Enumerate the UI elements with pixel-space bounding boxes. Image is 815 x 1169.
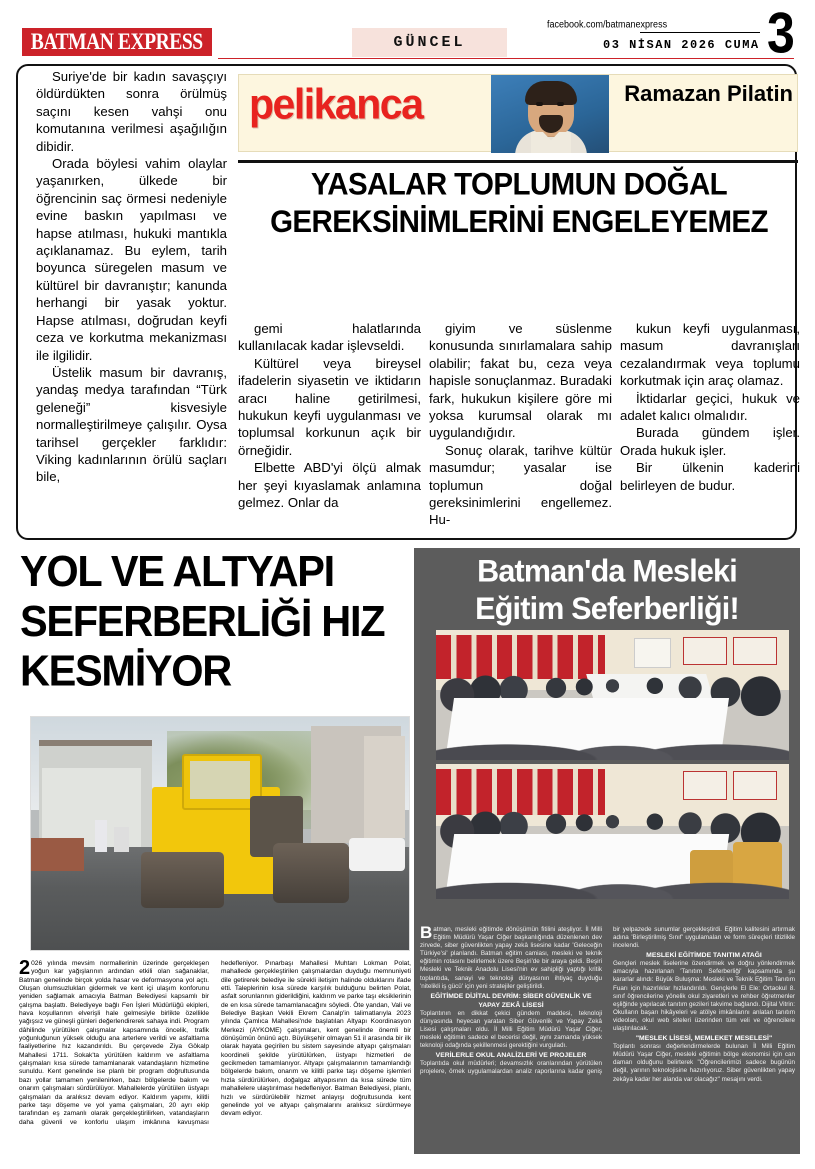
vocational-headline-line1: Batman'da Mesleki xyxy=(477,553,737,589)
infrastructure-paragraph: güvenli ve konforlu ulaşım imkânına kavuşması hedefleniyor. Pınarbaşı Mahallesi Muhtarı Lokman Polat, mahallede gerçekleştirilen çalışmalardan duyduğu memnuniyeti dile getirerek belediye ile sürekli iletişim halinde olduklarını ifade etti. Taleplerinin kısa sürede karşılık bulduğunu belirten Polat, asfalt sorunlarının giderildiğini, kaldırım ve parke taşı eksiklerinin de en kısa sürede tamamlanacağını söyledi. Öte yandan, Vali ve Belediye Başkan Vekili Ekrem Canalp'in talimatlarıyla 2023 yılında Çamlıca Mahallesi'nde başlatılan Altyapı Koordinasyon Merkezi (AYKOME) çalışmaları, kent genelinde önemli bir dönüşümün önünü açtı. Büyükşehir olmayan 51 il arasında bir ilk olarak hayata geçirilen bu sistem sayesinde altyapı çalışmaları koordineli şekilde yürütülürken, üstyapı hizmetleri de gecikmeden tamamlanıyor. Altyapı çalışmalarının tamamlandığı bölgelerde bakım, onarım ve kilitli parke taşı döşeme işlemleri hızla sürdürülürken, doğalgaz altyapısının da kısa sürede tüm mahallelere ulaştırılması hedefleniyor. Batman Belediyesi, planlı, hızlı ve sürdürülebilir hizmet anlayışı doğrultusunda kent genelinde yol ve altyapı çalışmalarını aralıksız sürdürmeye devam ediyor. xyxy=(41,960,411,1126)
column-brand-title: pelikanca xyxy=(249,79,423,129)
newspaper-logo-text: BATMAN EXPRESS xyxy=(31,28,203,55)
vocational-paragraph: Gençleri meslek liselerine özendirmek ve doğru yönlendirmek amacıyla hazırlanan 'Tanıtım Seferberliği' kapsamında şu kararlar alındı: Büyük Buluşma: Mesleki ve Teknik Eğitim Tanıtım Fuarı için hazırlıklar hızlandırıldı. Gençlerle El Ele: Ortaokul 8. sınıf öğrencilerine yönelik okul ziyaretleri ve rehber öğretmenler eşliğinde yapılacak tanıtım gezileri takvime bağlandı. Dijital Vitrin: Okulların başarı hikâyeleri ve atölye imkânlarını anlatan tanıtım videoları, okul web siteleri üzerinden tüm veli ve öğrencilere ulaştırılacak. xyxy=(613,960,795,1033)
opinion-paragraph: Kültürel veya bireysel ifadelerin siyasetin ve iktidarın aracı haline getirilmesi, hukukun keyfi uygulanması ve toplumsal korkunun açık bir örneğidir. xyxy=(238,355,421,458)
meeting-attendees-photo xyxy=(436,764,789,899)
opinion-paragraph: İktidarlar geçici, hukuk ve adalet kalıcı olmalıdır. xyxy=(620,390,800,424)
masthead xyxy=(0,0,815,66)
infrastructure-body xyxy=(19,957,411,1127)
vocational-body xyxy=(420,923,795,1150)
vocational-paragraph: Toplantının en dikkat çekici gündem maddesi, teknoloji dünyasında heyecan yaratan Siber Güvenlik ve Yapay Zekâ Lisesi çalışmaları oldu. İl Milli Eğitim Müdürü Yaşar Ciğer, mesleki eğitimin sadece el becerisi değil, aynı zamanda yüksek teknoloji odağında şekillenmesi gerektiğini vurguladı. xyxy=(420,1009,602,1050)
vocational-paragraph: atman, mesleki eğitimde dönüşümün fitilini ateşliyor. İl Milli Eğitim Müdürü Yaşar Ciğer başkanlığında düzenlenen dev zirvede, siber güvenlikten yapay zekâ lisesine kadar 'Geleceğin Türkiye'si' planlandı. Batman eğitim camiası, mesleki ve teknik eğitimin rotasını belirlemek üzere Beşiri'de bir araya geldi. Beşiri Mesleki ve Teknik Anadolu Lisesi'nin ev sahipliği yaptığı kritik toplantıda, sanayi ve teknoloji dünyasının ihtiyaç duyduğu 'nitelikli iş gücü' için yeni stratejiler geliştirildi. xyxy=(420,926,602,990)
opinion-paragraph: Suriye'de bir kadın savaşçıyı öldürdükten sonra örülmüş saçını kesen vahşi onu komutanına verilmesi aşağılığın dibidir. xyxy=(36,69,227,154)
opinion-headline-divider xyxy=(238,160,798,163)
vocational-headline-line2: Eğitim Seferberliği! xyxy=(475,591,739,627)
vocational-subheading: EĞİTİMDE DİJİTAL DEVRİM: SİBER GÜVENLİK VE YAPAY ZEKÂ LİSESİ xyxy=(430,992,592,1009)
opinion-column-4 xyxy=(620,320,800,494)
opinion-paragraph: kukun keyfi uygulanması, masum davranışları cezalandırmak veya toplumu korkutmak için araç olamaz. xyxy=(620,321,800,389)
vocational-subheading: "MESLEK LİSESİ, MEMLEKET MESELESİ" xyxy=(635,1035,773,1043)
vocational-subheading: VERİLERLE OKUL ANALİZLERİ VE PROJELER xyxy=(435,1052,587,1060)
vocational-subheading: MESLEKİ EĞİTİMDE TANITIM ATAĞI xyxy=(646,952,762,960)
opinion-paragraph: Üstelik masum bir davranış, yandaş medya tarafından “Türk geleneği” kisvesiyle normalleştirilmeye çalışılır. Oysa tarihsel gerçekler farklıdır: Viking kadınlarının örülü saçları bile, xyxy=(36,364,227,485)
section-tab-label: GÜNCEL xyxy=(393,34,466,51)
masthead-divider xyxy=(218,58,794,59)
facebook-handle: facebook.com/batmanexpress xyxy=(547,18,668,30)
pelikanca-banner xyxy=(238,74,798,152)
opinion-paragraph: giyim ve süslenme konusunda sınırlamalara sahip olabilir; fakat bu, ceza veya hapisle sonuçlanmaz. Buradaki fark, hukukun kişilere göre mi yoksa kurumsal olarak mı uygulandığıdır. xyxy=(429,321,612,441)
publication-date: 03 NİSAN 2026 CUMA xyxy=(603,38,760,52)
vocational-headline xyxy=(424,553,790,628)
opinion-column-1 xyxy=(36,68,227,486)
opinion-paragraph: Elbette ABD'yi ölçü almak her şeyi kıyaslamak anlamına gelmez. Onlar da xyxy=(238,460,421,511)
dropcap: 2 xyxy=(19,957,31,979)
dropcap: B xyxy=(420,923,433,942)
newspaper-logo xyxy=(22,28,212,56)
opinion-article xyxy=(16,64,799,542)
date-divider xyxy=(640,32,760,33)
vocational-paragraph: Toplantı sonrası değerlendirmelerde bulunan İl Milli Eğitim Müdürü Yaşar Ciğer, mesleki eğitimin bölge ekonomisi için can damarı olduğunu belirterek "Öğrencilerimizi sadece bugünün değil, yarının teknolojisine hazırlıyoruz. Siber güvenlikten yapay zekâya kadar her alanda var olacağız" mesajını verdi. xyxy=(613,1043,795,1083)
opinion-paragraph: Burada gündem işler. Orada hukuk işler. xyxy=(620,425,800,458)
infrastructure-headline: YOL VE ALTYAPI SEFERBERLİĞİ HIZ KESMİYOR xyxy=(20,545,385,696)
infrastructure-paragraph: 026 yılında mevsim normallerinin üzerinde gerçekleşen yoğun kar yağışlarının ardından etkili olan sağanaklar, Batman genelinde birçok yolda hasar ve deformasyona yol açtı. Oluşan olumsuzlukları gidermek ve kent içi ulaşım konforunu yeniden sağlamak amacıyla Batman Belediyesi kapsamlı bir çalışma başlattı. Belediyeye bağlı Fen İşleri Müdürlüğü ekipleri, hava koşullarının elverişli hale gelmesiyle birlikte özellikle yağışsız ve güneşli günleri değerlendirerek sahaya indi. Program dâhilinde yürütülen çalışmalar kapsamında öncelik, trafik yoğunluğunun yüksek olduğu ana arterlere verildi ve asfaltlama faaliyetlerine hız kazandırıldı. Bu çerçevede Ziya Gökalp Mahallesi 1711. Sokak'ta yürütülen kaldırım ve asfaltlama çalışmaları kısa sürede tamamlanarak vatandaşların hizmetine sunuldu. Kent genelinde ise planlı bir program doğrultusunda bazı yollar tamamen yenilenirken, bazı bölgelerde bakım ve onarım çalışmaları sürdürülüyor. Mahallelerde yürütülen üstyapı çalışmaları da aralıksız devam ediyor. Kaldırım yapımı, kilitli parke taşı döşeme ve yol yama çalışmaları, 20 ayrı ekip tarafından eş zamanlı olarak gerçekleştirilirken, vatandaşların daha xyxy=(19,960,209,1126)
opinion-paragraph: Orada böylesi vahim olaylar yaşanırken, ülkede bir öğrencinin saç örmesi nedeniyle evine baskın yapılması ve hapse atılması, hukuki mantıkla açıklanamaz. Bu eylem, tarih boyunca süregelen masum ve kültürel bir davranıştır; kanunda herhangi bir yasak yoktur. Hapse atılması, doğrudan keyfi ceza ve korkutma mekanizması ile ilgilidir. xyxy=(36,156,227,363)
vocational-paragraph: Toplantıda okul müdürleri; devamsızlık oranlarından yürütülen projelere, örnek uygulamalardan analiz raporlarına kadar geniş bir yelpazede sunumlar gerçekleştirdi. Eğitim kalitesini artırmak adına 'Birleştirilmiş Sınıf' uygulamaları ve form süreçleri titizlikle incelendi. xyxy=(420,926,795,1076)
section-tab-guncel xyxy=(352,28,507,57)
page-number: 3 xyxy=(767,0,795,66)
meeting-long-table-photo xyxy=(436,630,789,760)
author-portrait-photo xyxy=(491,75,609,153)
author-name: Ramazan Pilatin xyxy=(624,81,793,106)
opinion-headline: YASALAR TOPLUMUN DOĞAL GEREKSİNİMLERİNİ ENGELEYEMEZ xyxy=(270,166,768,240)
opinion-paragraph: Sonuç olarak, tarihve kültür masumdur; yasalar ise toplumun doğal gereksinimlerini engellemez. Hu- xyxy=(429,442,612,528)
vocational-education-article xyxy=(414,548,800,1154)
opinion-column-2 xyxy=(238,320,421,511)
opinion-column-3 xyxy=(429,320,612,529)
asphalt-roller-photo xyxy=(30,716,410,951)
opinion-paragraph: gemi halatlarında kullanılacak kadar işlevseldi. xyxy=(238,321,421,354)
opinion-paragraph: Bir ülkenin kaderini belirleyen de budur. xyxy=(620,460,800,493)
infrastructure-article xyxy=(16,545,412,1154)
